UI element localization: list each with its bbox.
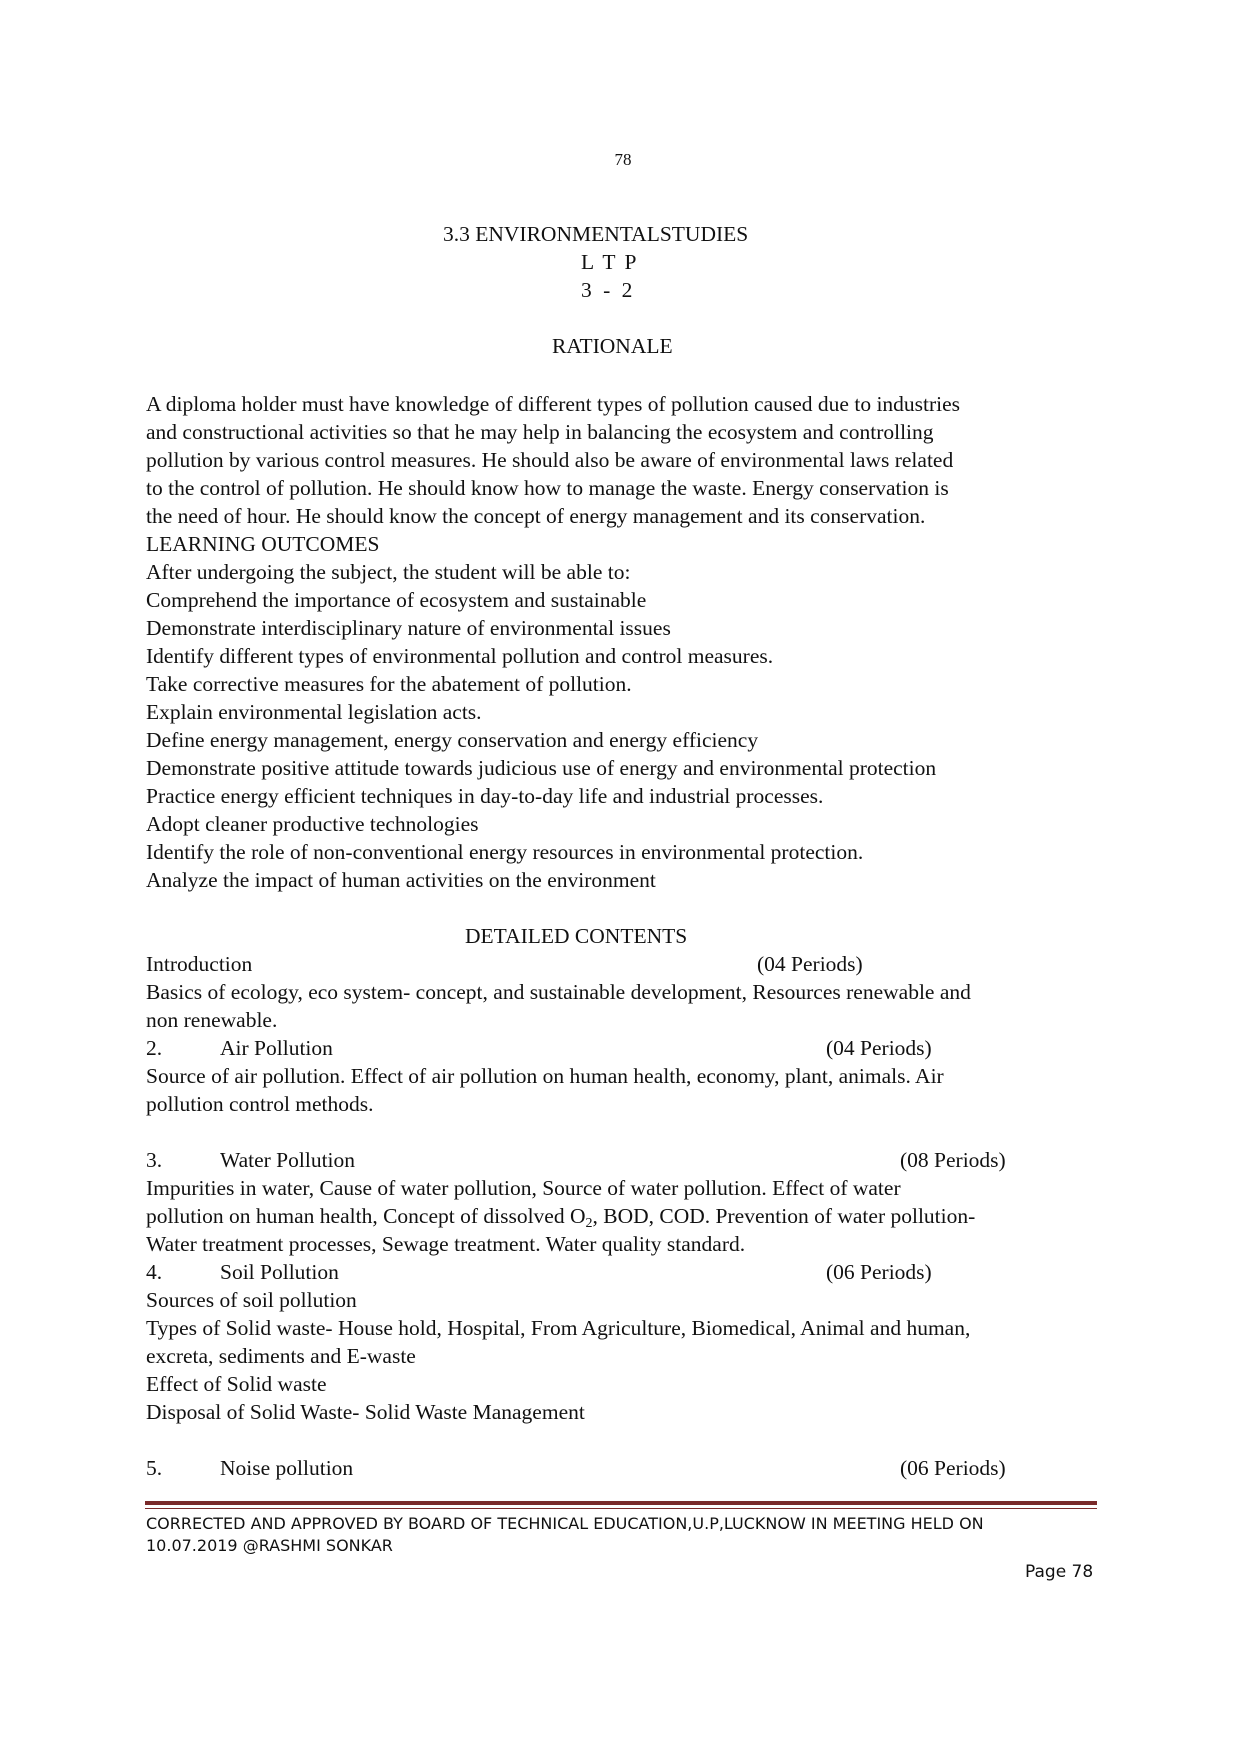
section-line: Sources of soil pollution (146, 1288, 357, 1312)
section-line: Effect of Solid waste (146, 1372, 327, 1396)
outcome-item: Adopt cleaner productive technologies (146, 812, 479, 836)
outcome-item: Identify the role of non-conventional energy resources in environmental protection. (146, 840, 864, 864)
section-line: Water treatment processes, Sewage treatment. Water quality standard. (146, 1232, 746, 1256)
outcome-item: Comprehend the importance of ecosystem and sustainable (146, 588, 647, 612)
footer-line: CORRECTED AND APPROVED BY BOARD OF TECHNICAL EDUCATION,U.P,LUCKNOW IN MEETING HELD ON (146, 1514, 984, 1533)
rationale-line: to the control of pollution. He should know how to manage the waste. Energy conservation is (146, 476, 949, 500)
section-periods: (06 Periods) (900, 1456, 1006, 1480)
section-line: Impurities in water, Cause of water pollution, Source of water pollution. Effect of water (146, 1176, 901, 1200)
section-periods: (08 Periods) (900, 1148, 1006, 1172)
section-title: Soil Pollution (220, 1260, 339, 1284)
section-line: Source of air pollution. Effect of air pollution on human health, economy, plant, animals. Air (146, 1064, 944, 1088)
outcome-item: Practice energy efficient techniques in day-to-day life and industrial processes. (146, 784, 824, 808)
rationale-line: A diploma holder must have knowledge of different types of pollution caused due to industries (146, 392, 961, 416)
outcome-item: Define energy management, energy conservation and energy efficiency (146, 728, 759, 752)
section-number: 5. (146, 1456, 163, 1480)
section-line-with-subscript (146, 1202, 975, 1230)
section-title: Noise pollution (220, 1456, 354, 1480)
ltp-values: 3 - 2 (581, 278, 633, 302)
section-title: Introduction (146, 952, 253, 976)
rationale-line: pollution by various control measures. He should also be aware of environmental laws related (146, 448, 954, 472)
page-number-top (0, 146, 1240, 174)
ltp-labels: L T P (581, 250, 637, 274)
outcome-item: Take corrective measures for the abatement of pollution. (146, 672, 632, 696)
outcome-item: Analyze the impact of human activities on the environment (146, 868, 656, 892)
section-periods: (06 Periods) (826, 1260, 932, 1284)
outcome-item: Explain environmental legislation acts. (146, 700, 482, 724)
detailed-contents-heading: DETAILED CONTENTS (465, 924, 688, 948)
section-title: Water Pollution (220, 1148, 356, 1172)
section-periods: (04 Periods) (757, 952, 863, 976)
section-line: excreta, sediments and E-waste (146, 1344, 416, 1368)
course-title: 3.3 ENVIRONMENTALSTUDIES (443, 222, 749, 246)
rationale-heading: RATIONALE (552, 334, 673, 358)
section-number: 4. (146, 1260, 163, 1284)
section-periods: (04 Periods) (826, 1036, 932, 1060)
outcome-item: Demonstrate positive attitude towards judicious use of energy and environmental protection (146, 756, 937, 780)
footer-page-label: Page 78 (1025, 1562, 1094, 1582)
section-line: Disposal of Solid Waste- Solid Waste Management (146, 1400, 585, 1424)
section-line-head: pollution on human health, Concept of dissolved O (146, 1204, 586, 1228)
page-number-text: 78 (614, 150, 632, 169)
section-title: Air Pollution (220, 1036, 333, 1060)
section-line-tail: , BOD, COD. Prevention of water pollution- (592, 1204, 976, 1228)
subscript-two: 2 (585, 1216, 593, 1231)
rationale-line: the need of hour. He should know the concept of energy management and its conservation. (146, 504, 926, 528)
learning-outcomes-heading: LEARNING OUTCOMES (146, 532, 380, 556)
section-line: Basics of ecology, eco system- concept, and sustainable development, Resources renewable and (146, 980, 971, 1004)
section-line: non renewable. (146, 1008, 278, 1032)
learning-outcomes-intro: After undergoing the subject, the student will be able to: (146, 560, 631, 584)
section-line: Types of Solid waste- House hold, Hospital, From Agriculture, Biomedical, Animal and human, (146, 1316, 971, 1340)
footer-rule-thick (145, 1501, 1097, 1505)
outcome-item: Identify different types of environmental pollution and control measures. (146, 644, 774, 668)
section-line: pollution control methods. (146, 1092, 374, 1116)
outcome-item: Demonstrate interdisciplinary nature of environmental issues (146, 616, 671, 640)
footer-line: 10.07.2019 @RASHMI SONKAR (146, 1536, 393, 1555)
section-number: 3. (146, 1148, 163, 1172)
rationale-line: and constructional activities so that he may help in balancing the ecosystem and controlling (146, 420, 934, 444)
footer-rule-thin (145, 1508, 1097, 1509)
section-number: 2. (146, 1036, 163, 1060)
